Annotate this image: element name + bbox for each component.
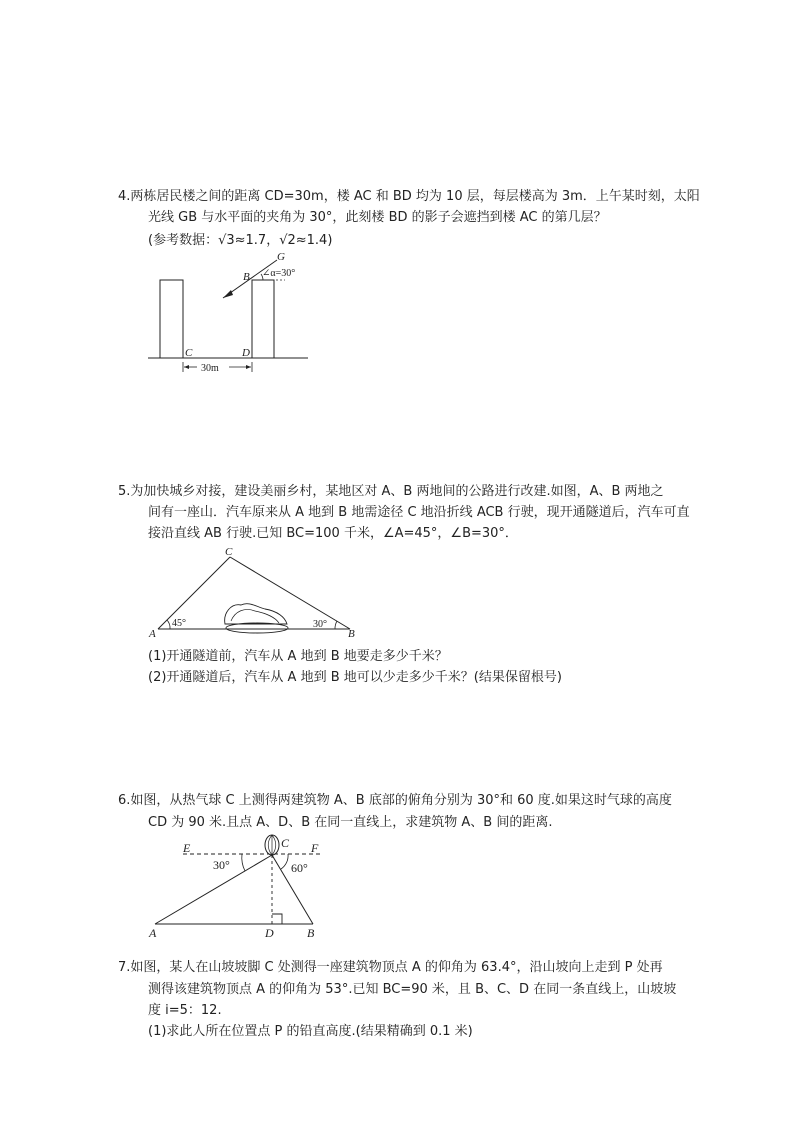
label-b: B xyxy=(243,271,250,283)
q7-text-line3: 度 i=5：12. xyxy=(148,1003,222,1018)
right-angle-mark xyxy=(272,914,282,924)
q5-subquestion-1: (1)开通隧道前，汽车从 A 地到 B 地要走多少千米？ xyxy=(148,649,448,664)
dim-arrowhead-left xyxy=(184,365,189,369)
label-a: A xyxy=(149,926,157,940)
label-45: 45° xyxy=(172,618,186,629)
q4-text-line1: 4.两栋居民楼之间的距离 CD=30m，楼 AC 和 BD 均为 10 层，每层楼高为 3m．上午某时刻，太阳 xyxy=(118,189,700,204)
label-b: B xyxy=(307,926,315,940)
label-b: B xyxy=(348,628,355,640)
q5-text-line3: 接沿直线 AB 行驶.已知 BC=100 千米，∠A=45°，∠B=30°． xyxy=(148,526,518,541)
dim-arrowhead-right xyxy=(246,365,251,369)
q4-text-line2: 光线 GB 与水平面的夹角为 30°，此刻楼 BD 的影子会遮挡到楼 AC 的第几层？ xyxy=(148,210,607,225)
tunnel-ellipse xyxy=(226,623,288,633)
label-c: C xyxy=(281,836,290,850)
label-c: C xyxy=(185,347,193,359)
label-alpha: ∠α=30° xyxy=(262,268,296,279)
sun-ray-arrowhead xyxy=(223,290,233,298)
angle-b-arc xyxy=(335,621,337,629)
label-f: F xyxy=(311,841,319,855)
building-ac xyxy=(160,280,183,358)
label-g: G xyxy=(277,251,285,263)
q7-text-line2: 测得该建筑物顶点 A 的仰角为 53°.已知 BC=90 米，且 B、C、D 在同一条直线上，山坡坡 xyxy=(148,982,677,997)
side-cb xyxy=(230,557,350,629)
label-60-degrees: 60° xyxy=(291,861,308,875)
q4-reference-data: (参考数据：√3≈1.7，√2≈1.4) xyxy=(148,233,333,248)
label-30: 30° xyxy=(313,619,327,630)
label-e: E xyxy=(183,841,191,855)
q5-text-line1: 5.为加快城乡对接，建设美丽乡村，某地区对 A、B 两地间的公路进行改建.如图，A、B 两地之 xyxy=(118,484,664,499)
label-a: A xyxy=(149,628,156,640)
label-30m: 30m xyxy=(201,363,219,374)
q5-subquestion-2: (2)开通隧道后，汽车从 A 地到 B 地可以少走多少千米？(结果保留根号) xyxy=(148,670,562,685)
angle-a-arc xyxy=(167,620,170,629)
label-d: D xyxy=(242,347,250,359)
q5-figure xyxy=(145,545,365,640)
label-30-degrees: 30° xyxy=(213,858,230,872)
q7-subquestion-1: (1)求此人所在位置点 P 的铅直高度.(结果精确到 0.1 米) xyxy=(148,1024,473,1039)
q6-figure xyxy=(145,832,330,942)
q6-text-line1: 6.如图，从热气球 C 上测得两建筑物 A、B 底部的俯角分别为 30°和 60 度.如果这时气球的高度 xyxy=(118,793,672,808)
label-c: C xyxy=(225,546,233,558)
angle-30-arc xyxy=(242,854,245,871)
mountain-inner-line xyxy=(231,609,279,623)
q7-text-line1: 7.如图，某人在山坡坡脚 C 处测得一座建筑物顶点 A 的仰角为 63.4°，沿山坡向上走到 P 处再 xyxy=(118,960,663,975)
side-ac xyxy=(158,557,230,629)
angle-60-arc xyxy=(281,854,288,869)
q5-text-line2: 间有一座山．汽车原来从 A 地到 B 地需途径 C 地沿折线 ACB 行驶，现开通隧道后，汽车可直 xyxy=(148,505,690,520)
building-bd xyxy=(252,280,274,358)
q4-figure xyxy=(145,250,315,375)
label-d: D xyxy=(265,926,274,940)
q6-text-line2: CD 为 90 米.且点 A、D、B 在同一直线上，求建筑物 A、B 间的距离. xyxy=(148,815,553,830)
